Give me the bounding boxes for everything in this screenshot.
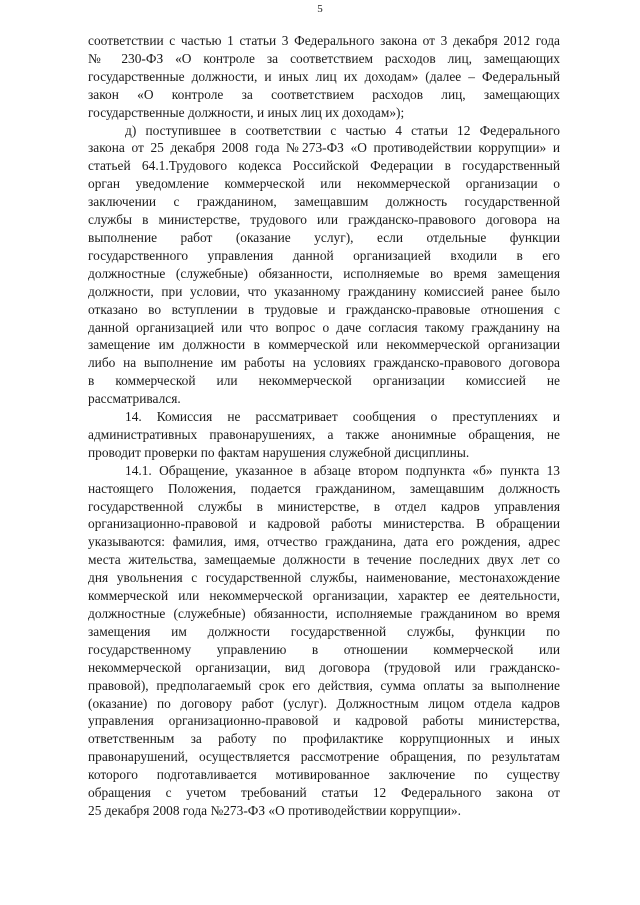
text-line: государственному управлению в отношении коммерческой или (88, 641, 560, 657)
page-number: 5 (317, 3, 323, 15)
text-line: статьей 64.1.Трудового кодекса Российской Федерации в государственный (88, 158, 560, 174)
text-line: государственной службы в министерстве, в отдел кадров управления (88, 498, 560, 514)
text-line: замещение им должности в коммерческой или некоммерческой организации (88, 337, 560, 353)
text-line: правовой), предполагаемый срок его действия, сумма оплаты за выполнение (88, 677, 560, 693)
text-line: управления организационно-правовой и кадровой работы министерства, (88, 713, 560, 729)
text-line: № 230-ФЗ «О контроле за соответствием расходов лиц, замещающих (88, 50, 560, 66)
text-line: государственные должности, и иных лиц их доходам»); (88, 104, 405, 120)
paragraph-continuation (88, 32, 560, 122)
paragraph-item-d (88, 122, 560, 409)
text-line: закон «О контроле за соответствием расходов лиц, замещающих (88, 86, 560, 102)
text-line: организационно-правовой и кадровой работы министерства. В обращении (88, 516, 560, 532)
text-line: правонарушений, осуществляется рассмотрение обращения, по результатам (88, 749, 560, 765)
text-line: должностные (служебные) обязанности, исполняемые гражданином во время (88, 606, 560, 621)
text-line: административных правонарушениях, а также анонимные обращения, не (88, 426, 560, 442)
text-line: либо на выполнение им работы на условиях гражданско-правового договора (88, 355, 560, 371)
text-line: должностные (служебные) обязанности, исполняемые во время замещения (88, 265, 560, 281)
text-line: 14. Комиссия не рассматривает сообщения о преступлениях и (125, 409, 560, 425)
paragraph-item-14-1 (88, 462, 560, 820)
text-line: обращения с учетом требований статьи 12 Федерального закона от (88, 785, 560, 801)
text-line: которого подготавливается мотивированное заключение по существу (88, 767, 560, 783)
text-line: настоящего Положения, подается гражданином, замещавшим должность (88, 480, 560, 496)
text-line: указываются: фамилия, имя, отчество гражданина, дата его рождения, адрес (88, 534, 560, 550)
text-line: коммерческой или некоммерческой организации, характер ее деятельности, (88, 588, 560, 604)
text-line: дня увольнения с государственной службы, наименование, местонахождение (88, 570, 560, 586)
text-line: проводит проверки по фактам нарушения служебной дисциплины. (88, 444, 470, 460)
text-line: рассматривался. (88, 391, 181, 407)
paragraph-item-14 (88, 408, 560, 462)
text-line: службы в министерстве, трудового или гражданско-правового договора на (88, 212, 560, 228)
text-line: в коммерческой или некоммерческой организации комиссией не (88, 373, 560, 389)
text-line: отказано во вступлении в трудовые и гражданско-правовые отношения с (88, 301, 560, 317)
text-line: соответствии с частью 1 статьи 3 Федерального закона от 3 декабря 2012 года (88, 33, 560, 48)
text-line: замещения им должности государственной службы, функции по (88, 623, 560, 639)
text-line: должности, при условии, что указанному гражданину комиссией ранее было (88, 283, 560, 299)
text-line: 25 декабря 2008 года №273-ФЗ «О противодействии коррупции». (88, 802, 461, 818)
text-line: орган уведомление коммерческой или некоммерческой организации о (88, 176, 560, 192)
text-line: выполнение работ (оказание услуг), если отдельные функции (88, 229, 560, 245)
text-line: государственные должности, и иных лиц их доходам» (далее – Федеральный (88, 68, 560, 84)
text-line: д) поступившее в соответствии с частью 4 статьи 12 Федерального (125, 122, 560, 138)
text-line: ответственным за работу по профилактике коррупционных и иных (88, 731, 560, 747)
text-line: некоммерческой организации, вид договора (трудовой или гражданско- (88, 659, 560, 675)
text-line: места жительства, замещаемые должности в течение последних двух лет со (88, 552, 560, 568)
text-line: 14.1. Обращение, указанное в абзаце втором подпункта «б» пункта 13 (125, 462, 560, 478)
text-line: закона от 25 декабря 2008 года №273-ФЗ «О противодействии коррупции» и (88, 140, 560, 156)
text-line: государственного управления данной организацией входили в его (88, 247, 560, 263)
text-line: данной организацией или что вопрос о даче согласия такому гражданину на (88, 319, 560, 335)
text-line: (оказание) по договору работ (услуг). Должностным лицом отдела кадров (88, 695, 560, 711)
document-body (88, 32, 560, 820)
text-line: заключении с гражданином, замещавшим должность государственной (88, 194, 560, 210)
